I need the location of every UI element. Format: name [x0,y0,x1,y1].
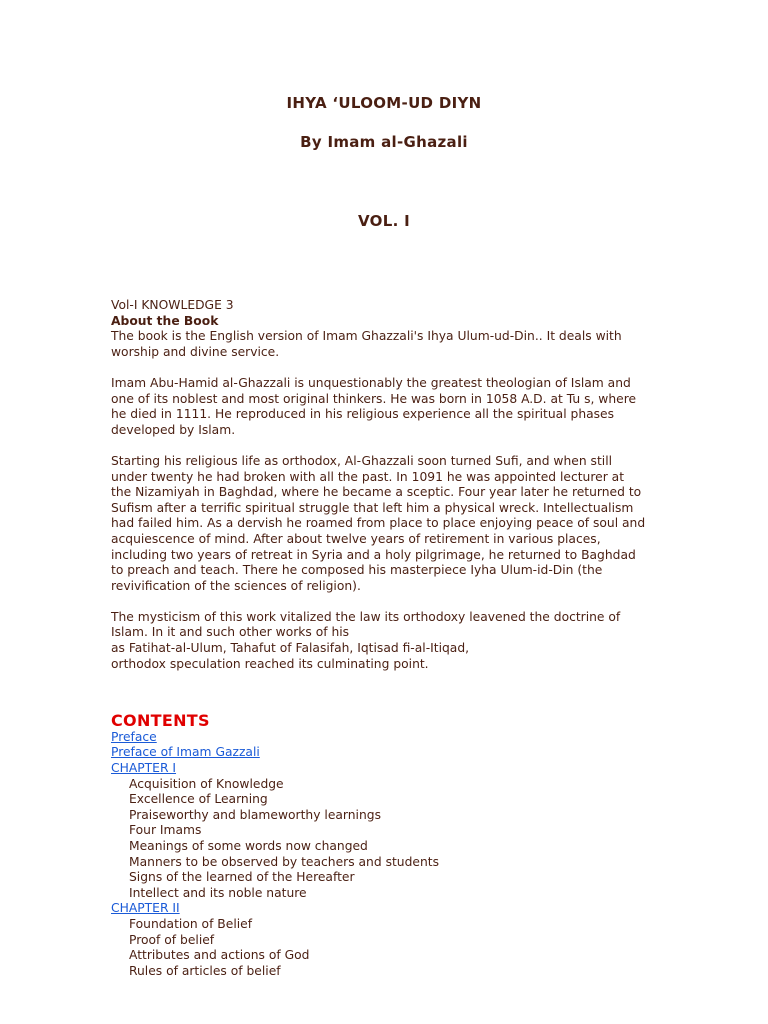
text-line: the Nizamiyah in Baghdad, where he became a sceptic. Four year later he returned to [111,485,642,500]
book-author: By Imam al-Ghazali [300,133,468,151]
text-line: including two years of retreat in Syria and a holy pilgrimage, he returned to Baghdad [111,547,636,562]
text-line: he died in 1111. He reproduced in his religious experience all the spiritual phases [111,407,615,422]
toc-item: Attributes and actions of God [129,948,310,963]
paragraph-life [111,454,671,594]
toc-item: Meanings of some words now changed [129,839,368,853]
toc-item: Manners to be observed by teachers and students [129,854,439,869]
text-line: Starting his religious life as orthodox, Al-Ghazzali soon turned Sufi, and when still [111,453,613,468]
text-line: Islam. In it and such other works of his [111,625,350,640]
toc-item: Praiseworthy and blameworthy learnings [129,807,381,822]
text-line: orthodox speculation reached its culminating point. [111,656,429,671]
text-line: The book is the English version of Imam Ghazzali's Ihya Ulum-ud-Din.. It deals with [111,329,622,344]
text-line: The mysticism of this work vitalized the law its orthodoxy leavened the doctrine of [111,609,621,624]
text-line: to preach and teach. There he composed his masterpiece Iyha Ulum-id-Din (the [111,563,603,578]
document-body [111,298,671,979]
preface-link[interactable]: Preface [111,729,157,744]
text-line: had failed him. As a dervish he roamed from place to place enjoying peace of soul and [111,516,646,531]
text-line: as Fatihat-al-Ulum, Tahafut of Falasifah, Iqtisad fi-al-Itiqad, [111,641,470,656]
toc-item: Proof of belief [129,932,215,947]
text-line: revivification of the sciences of religion). [111,578,361,593]
paragraph-mysticism [111,610,671,672]
toc-item: Four Imams [129,823,202,838]
contents-heading: CONTENTS [111,710,210,730]
about-heading: About the Book [111,313,219,328]
chapter-1-link[interactable]: CHAPTER I [111,761,177,776]
volume-title: VOL. I [358,212,410,230]
toc-item: Foundation of Belief [129,916,253,931]
paragraph-intro [111,329,671,360]
preface-imam-link[interactable]: Preface of Imam Gazzali [111,745,260,760]
toc-item: Signs of the learned of the Hereafter [129,870,355,885]
toc-item: Acquisition of Knowledge [129,776,284,791]
chapter-2-link[interactable]: CHAPTER II [111,901,180,916]
section-header: Vol-I KNOWLEDGE 3 [111,298,234,312]
toc-item: Rules of articles of belief [129,963,281,978]
text-line: developed by Islam. [111,422,236,437]
text-line: Imam Abu-Hamid al-Ghazzali is unquestionably the greatest theologian of Islam and [111,375,631,390]
text-line: Sufism after a terrific spiritual struggle that left him a physical wreck. Intellectualism [111,500,634,515]
text-line: under twenty he had broken with all the past. In 1091 he was appointed lecturer at [111,469,625,484]
book-title: IHYA ‘ULOOM-UD DIYN [286,94,482,112]
text-line: acquiescence of mind. After about twelve years of retirement in various places, [111,531,601,546]
table-of-contents [111,712,671,980]
text-line: worship and divine service. [111,344,280,359]
toc-item: Excellence of Learning [129,792,268,807]
text-line: one of its noblest and most original thinkers. He was born in 1058 A.D. at Tu s, where [111,391,637,406]
paragraph-biography [111,376,671,438]
toc-item: Intellect and its noble nature [129,885,307,900]
